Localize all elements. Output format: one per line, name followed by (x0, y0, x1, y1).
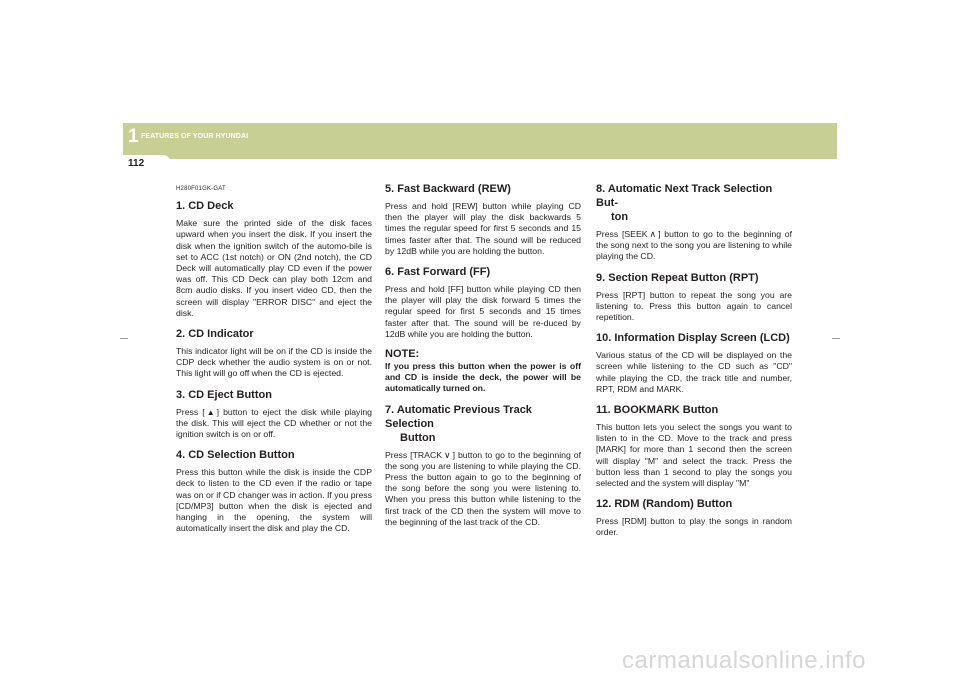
column-2 (385, 182, 581, 528)
chevron-down-icon: ∨ (444, 449, 451, 460)
section-7-text-before: Press [TRACK (385, 449, 443, 460)
section-3-text-after: ] button to eject the disk while playing the disk. This will eject the CD whether or not the ignition switch is on or off. (176, 406, 372, 440)
page-number: 112 (128, 158, 145, 169)
section-2-text: This indicator light will be on if the CD is inside the CDP deck whether the audio system is on or not. This light will go off when the CD is ejected. (176, 346, 372, 379)
section-7-title-cont: Button (400, 431, 436, 444)
section-5-title: 5. Fast Backward (REW) (385, 183, 511, 195)
section-1-text: Make sure the printed side of the disk faces upward when you insert the disk. If you insert the disk when the ignition switch of the automo-bile is set to ACC (1st notch) or ON (2nd notch), the CD Deck will automatically play CD even if the power was off. This CD Deck can play both 12cm and 8cm audio disks. If you insert video CD, then the screen will display "ERROR DISC" and eject the disk. (176, 218, 372, 318)
section-3-text (176, 407, 372, 441)
section-12-text: Press [RDM] button to play the songs in random order. (596, 516, 792, 538)
column-3 (596, 182, 792, 539)
eject-icon: ▲ (206, 407, 215, 417)
section-8-text-before: Press [SEEK (596, 229, 648, 239)
chevron-up-icon: ∧ (649, 229, 657, 239)
section-3-text-before: Press [ (176, 406, 205, 417)
section-11-title: 11. BOOKMARK Button (596, 404, 719, 417)
section-8-title-main: 8. Automatic Next Track Selection But- (596, 183, 773, 209)
section-8-title-cont: ton (611, 211, 629, 223)
section-8-text (596, 229, 792, 263)
section-9-title: 9. Section Repeat Button (RPT) (596, 271, 759, 284)
section-12-title: 12. RDM (Random) Button (596, 498, 733, 511)
section-5-text: Press and hold [REW] button while playing CD then the player will play the disk backwards 5 times the regular speed for first 5 seconds and 15 times faster after that. The sound will be reduced by 12dB while you are holding the button. (385, 201, 581, 256)
section-4-text: Press this button while the disk is inside the CDP deck to listen to the CD even if the radio or tape was on or if CD changer was in action. If you press [CD/MP3] button when the disk is ejected and hanging in the opening, the system will automatically insert the disk and play the CD. (176, 467, 372, 534)
section-4-title: 4. CD Selection Button (176, 449, 295, 462)
section-1-title: 1. CD Deck (176, 200, 234, 213)
section-7-text-after: ] button to go to the beginning of the song you are listening to while playing the CD. Press the button again to go to the beginning of the song before the song you were listening to. When you press this button while listening to the first track of the CD then the system will move to the beginning of the last track of the CD. (385, 449, 581, 527)
section-10-text: Various status of the CD will be displayed on the screen while listening to the CD such as "CD" while playing the CD, the track title and number, RPT, RDM and MARK. (596, 350, 792, 394)
header-band (123, 123, 837, 159)
note-text: If you press this button when the power is off and CD is inside the deck, the power will be automatically turned on. (385, 361, 581, 394)
chapter-title: FEATURES OF YOUR HYUNDAI (141, 133, 249, 140)
section-6-title: 6. Fast Forward (FF) (385, 266, 491, 279)
crop-mark-right (832, 338, 840, 339)
chapter-number: 1 (128, 126, 139, 147)
column-1 (176, 182, 372, 534)
section-8-title (596, 182, 792, 224)
section-7-title (385, 403, 581, 445)
section-7-text (385, 450, 581, 528)
section-3-title: 3. CD Eject Button (176, 388, 272, 401)
section-2-title: 2. CD Indicator (176, 328, 254, 341)
section-6-text: Press and hold [FF] button while playing CD then the player will play the disk forward 5 times the regular speed for first 5 seconds and 15 times faster after that. The sound will be re-duced by 12dB while you are holding the button. (385, 284, 581, 339)
section-7-title-main: 7. Automatic Previous Track Selection (385, 403, 532, 430)
watermark: carmanualsonline.info (622, 647, 866, 674)
section-11-text: This button lets you select the songs you want to listen to in the CD. Move to the track and press [MARK] for more than 1 second then the screen will display "M" and select the track. Press the button less than 1 second to play the songs you selected and the system will display "M" (596, 422, 792, 489)
section-8-text-after: ] button to go to the beginning of the song next to the song you are listening to while playing the CD. (596, 229, 793, 262)
crop-mark-left (120, 338, 128, 339)
section-10-title: 10. Information Display Screen (LCD) (596, 332, 790, 345)
note-label: NOTE: (385, 348, 420, 361)
section-code: H280F01GK-GAT (176, 186, 226, 192)
section-9-text: Press [RPT] button to repeat the song you are listening to. Press this button again to cancel repetition. (596, 289, 792, 323)
